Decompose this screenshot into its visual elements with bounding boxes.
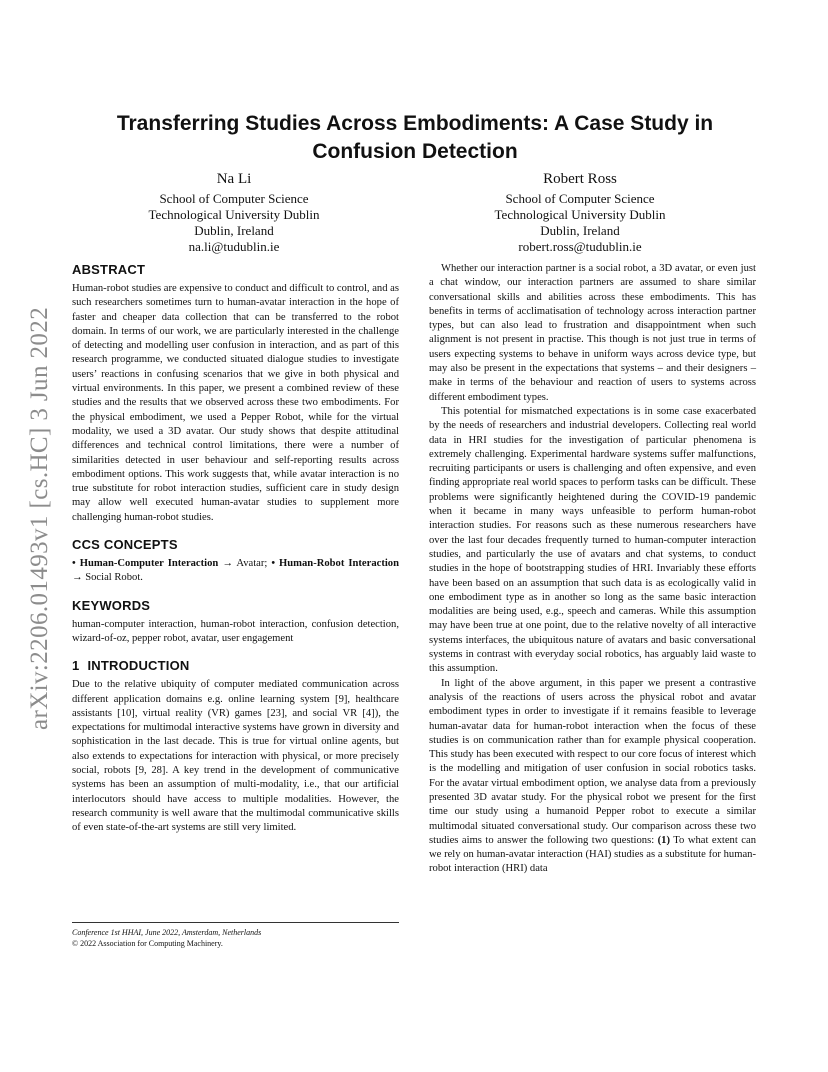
paper-title: Transferring Studies Across Embodiments: A Case Study in Confusion Detection <box>116 112 714 163</box>
conference-venue: Conference 1st HHAI, June 2022, Amsterdam, Netherlands <box>72 928 262 937</box>
ccs-concepts <box>72 557 399 586</box>
author-email: robert.ross@tudublin.ie <box>518 239 642 254</box>
author-department: School of Computer Science <box>159 191 309 206</box>
author-department: School of Computer Science <box>505 191 655 206</box>
intro-paragraph-4-start: In light of the above argument, in this paper we present a contrastive analysis of the reactions of users across the physical robot and avatar embodiment types in order to investigate if it remains feasible to leverage human-avatar data for human-robot interaction when the focus of these studies is on communication rather than for example physical cooperation. This study has been executed with respect to our core focus of interest which is the modelling and mitigation of user confusion in social robotics tasks. For the avatar virtual embodiment option, we analyse data from a previously presented 3D avatar study. For the physical robot we present for the first time our study using a humanoid Pepper robot to execute a similar multimodal situated conversational study. Our comparison across these two studies aims to answer the following two questions: <box>429 677 756 846</box>
ccs-concept-1-detail: → Avatar; <box>218 558 272 570</box>
author-institution: Technological University Dublin <box>148 207 320 222</box>
ccs-concept-1: • Human-Computer Interaction <box>72 558 219 570</box>
intro-paragraph-4 <box>429 677 756 877</box>
ccs-concept-2: • Human-Robot Interaction <box>271 558 399 570</box>
ccs-heading: CCS CONCEPTS <box>72 537 178 553</box>
author-location: Dublin, Ireland <box>194 223 274 238</box>
author-block <box>84 170 384 255</box>
ccs-concept-2-detail: → Social Robot. <box>72 572 143 584</box>
intro-paragraph-4-end: To what extent can we rely on human-avatar interaction (HAI) studies as a substitute for human-robot interaction (HRI) data <box>429 834 756 875</box>
question-1-marker: (1) <box>657 834 670 846</box>
footnote <box>72 927 399 949</box>
arxiv-identifier: arXiv:2206.01493v1 [cs.HC] 3 Jun 2022 <box>26 306 53 730</box>
intro-paragraph-1: Due to the relative ubiquity of computer mediated communication across different application domains e.g. online learning system [9], healthcare assistants [10], virtual reality (VR) games [23], and social VR [4]), the expectations for multimodal interactive systems have grown in diversity and sophistication in the last decade. This is true for virtual online agents, but also extends to expectations for interaction with physical, or more precisely social, robots [9, 28]. A key trend in the development of communicative systems has been an assumption of multi-modality, i.e., that our artificial interlocutors should have access to multiple modalities. However, the research community is well aware that the multimodal communicative skills of even state-of-the-art systems are still very limited. <box>72 679 399 834</box>
author-name: Na Li <box>216 171 252 187</box>
copyright-notice: © 2022 Association for Computing Machinery. <box>72 939 223 948</box>
right-column <box>429 262 756 877</box>
author-location: Dublin, Ireland <box>540 223 620 238</box>
author-email: na.li@tudublin.ie <box>188 239 280 254</box>
author-name: Robert Ross <box>543 171 617 187</box>
left-column <box>72 262 399 836</box>
keywords-heading: KEYWORDS <box>72 597 151 613</box>
keywords-text: human-computer interaction, human-robot interaction, confusion detection, wizard-of-oz, pepper robot, avatar, user engagement <box>72 618 399 644</box>
intro-paragraph-3: This potential for mismatched expectations is in some case exacerbated by the needs of researchers and industrial developers. Collecting real world data in HRI studies for the investigation of particular phenomena is extremely challenging. Experimental hardware systems suffer malfunctions, recruiting participants or users is challenging and often expensive, and even finding appropriate real world spaces to perform tasks can be difficult. These problems were significantly heightened during the COVID-19 pandemic when it became in many ways unfeasible to perform human-robot interaction studies. For reasons such as these numerous researchers have over the last four decades frequently turned to human-computer interaction studies, and particularly the use of avatars and chat systems, to conduct studies in the hope of bootstrapping studies of HRI. Invariably these efforts have been based on an assumption that such data is as ecologically valid in one embodiment type as in another so long as the same basic interaction modalities are being used, e.g., speech and cameras. While this assumption may have been true at one point, due to the relative novelty of all interactive systems interfaces, the ubiquitous nature of avatars and basic conversational systems in contrast with everyday social robotics, has arguably laid waste to this assumption. <box>429 405 756 675</box>
abstract-text: Human-robot studies are expensive to conduct and difficult to control, and as such researchers sometimes turn to human-avatar interaction in the hope of faster and cheaper data collection that can be transferred to the robot domain. In terms of our work, we are particularly interested in the challenge of detecting and modelling user confusion in interaction, and as part of this research programme, we conducted situated dialogue studies to investigate users’ reactions in confusing scenarios that we give in both physical and virtual environments. In this paper, we present a combined review of these studies and the results that we observed across these two embodiments. For the physical embodiment, we used a Pepper Robot, while for the virtual modality, we used a 3D avatar. Our study shows that despite attitudinal differences and technical control limitations, there were a number of similarities detected in user behaviour and self-reporting results across embodiment options. This work suggests that, while avatar interaction is no true substitute for robot interaction studies, sufficient care in study design may allow well executed human-avatar studies to supplement more challenging human-robot studies. <box>72 283 399 523</box>
section-number: 1 <box>72 658 80 674</box>
footnote-divider <box>72 922 399 923</box>
section-title: INTRODUCTION <box>87 658 190 674</box>
author-block <box>430 170 730 255</box>
intro-paragraph-2: Whether our interaction partner is a social robot, a 3D avatar, or even just a chat window, our interaction partners are assumed to share similar conversational skills and abilities across these embodiments. This has benefits in terms of acclimatisation of technology across interaction partner types, but can also lead to frustration and disappointment when such alignment is not present in practise. This though is not just true in terms of users expecting systems to behave in uniform ways across device type, but may also be present in the expectations that systems – and their designers – make in terms of the behaviour and reaction of users to systems across different embodiment types. <box>429 263 756 403</box>
author-institution: Technological University Dublin <box>494 207 666 222</box>
intro-heading <box>72 658 399 674</box>
abstract-heading: ABSTRACT <box>72 262 146 277</box>
